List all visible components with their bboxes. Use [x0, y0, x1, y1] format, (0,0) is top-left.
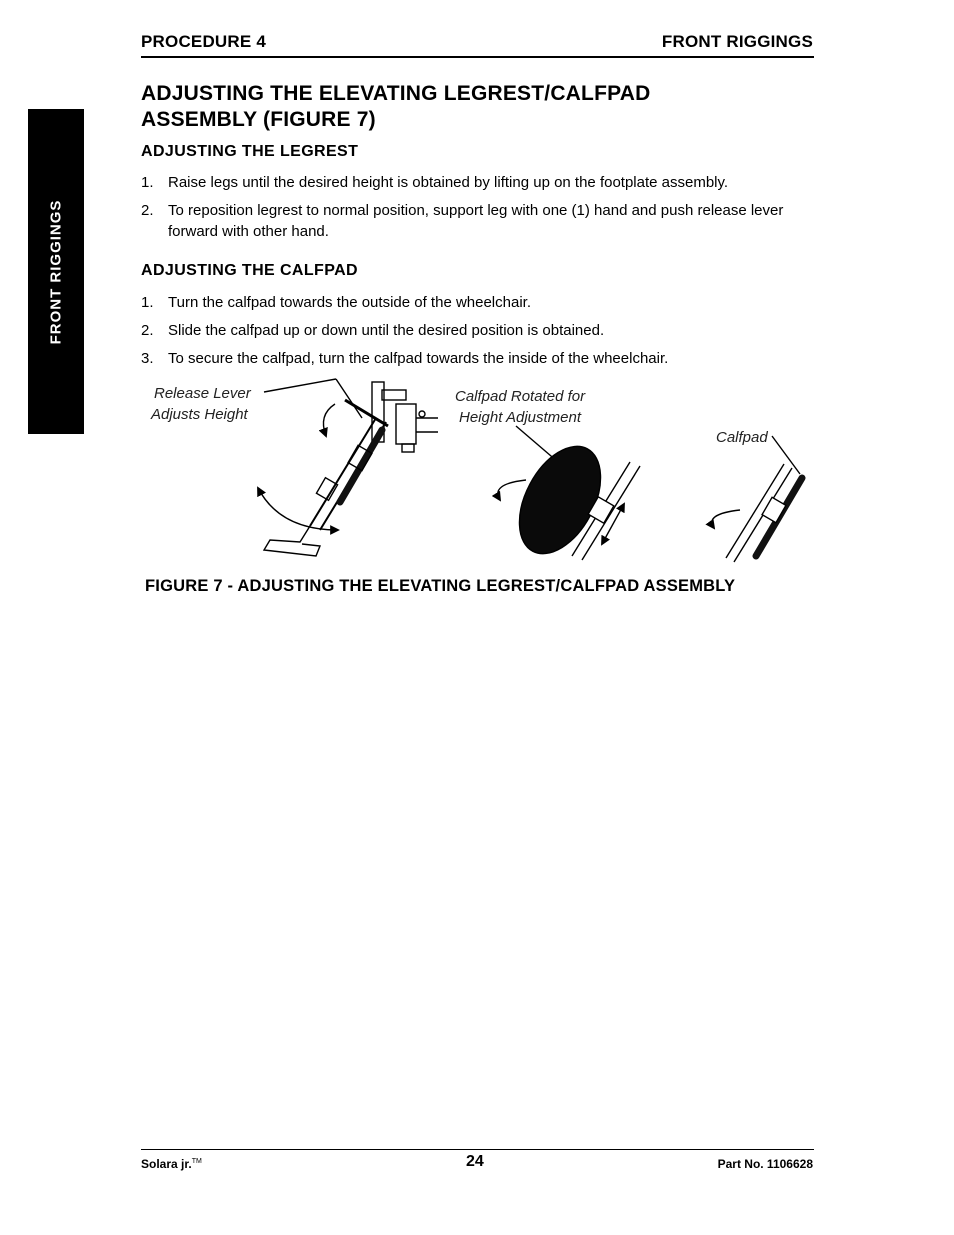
- height-arrow: [258, 488, 338, 530]
- rotation-arrow: [323, 404, 335, 436]
- footer-part-number: Part No. 1106628: [717, 1157, 813, 1171]
- step-text: Turn the calfpad towards the outside of the wheelchair.: [168, 294, 531, 311]
- label-calfpad: Calfpad: [716, 429, 768, 446]
- label-height-adjustment: Height Adjustment: [459, 409, 582, 426]
- step-text: To reposition legrest to normal position, support leg with one (1) hand and push release lever forward with other hand.: [168, 202, 784, 240]
- step-number: 2.: [141, 202, 154, 219]
- step-number: 1.: [141, 294, 154, 311]
- calfpad-panel: [712, 436, 802, 562]
- footer-product-name: Solara jr.: [141, 1157, 192, 1171]
- rotation-arrow: [498, 480, 526, 500]
- label-adjusts-height: Adjusts Height: [151, 406, 248, 423]
- frame-bracket: [382, 390, 406, 400]
- step-number: 3.: [141, 350, 154, 367]
- release-leader-line: [336, 379, 362, 418]
- calfpad-clamp: [762, 497, 786, 522]
- frame-clamp: [396, 404, 416, 444]
- side-tab-label: FRONT RIGGINGS: [47, 199, 65, 344]
- leg-tube: [310, 418, 376, 526]
- label-calfpad-rotated: Calfpad Rotated for: [455, 388, 586, 405]
- header-rule: [141, 56, 814, 58]
- calfpad-heading: ADJUSTING THE CALFPAD: [141, 262, 358, 279]
- frame-knob: [402, 444, 414, 452]
- step-number: 1.: [141, 174, 154, 191]
- side-tab: [28, 109, 84, 434]
- page-title: [141, 81, 821, 133]
- label-release-lever: Release Lever: [154, 385, 251, 402]
- frame-bolt: [419, 411, 425, 417]
- step-text: Raise legs until the desired height is obtained by lifting up on the footplate assembly.: [168, 174, 729, 191]
- figure-caption: FIGURE 7 - ADJUSTING THE ELEVATING LEGREST/CALFPAD ASSEMBLY: [145, 577, 736, 595]
- page-title-line1: ADJUSTING THE ELEVATING LEGREST/CALFPAD: [141, 82, 651, 105]
- step-text: Slide the calfpad up or down until the desired position is obtained.: [168, 322, 605, 339]
- legrest-illustration: [140, 370, 820, 570]
- header-procedure: PROCEDURE 4: [141, 32, 267, 51]
- footer-rule: [141, 1149, 814, 1150]
- step-text: To secure the calfpad, turn the calfpad towards the inside of the wheelchair.: [168, 350, 669, 367]
- legrest-panel: [258, 379, 438, 556]
- calfpad-rotated-panel: [498, 426, 640, 567]
- step-number: 2.: [141, 322, 154, 339]
- release-lever: [345, 400, 388, 426]
- calfpad-leader-line: [772, 436, 800, 474]
- release-leader-line: [264, 379, 336, 392]
- header-section: FRONT RIGGINGS: [661, 32, 813, 51]
- page-title-line2: ASSEMBLY (FIGURE 7): [141, 108, 376, 131]
- legrest-heading: ADJUSTING THE LEGREST: [141, 143, 359, 160]
- footer-product: [141, 1157, 202, 1171]
- rotation-arrow: [712, 510, 740, 528]
- footplate: [264, 526, 320, 556]
- footer-page-number: 24: [466, 1153, 484, 1170]
- trademark-symbol: TM: [191, 1158, 202, 1165]
